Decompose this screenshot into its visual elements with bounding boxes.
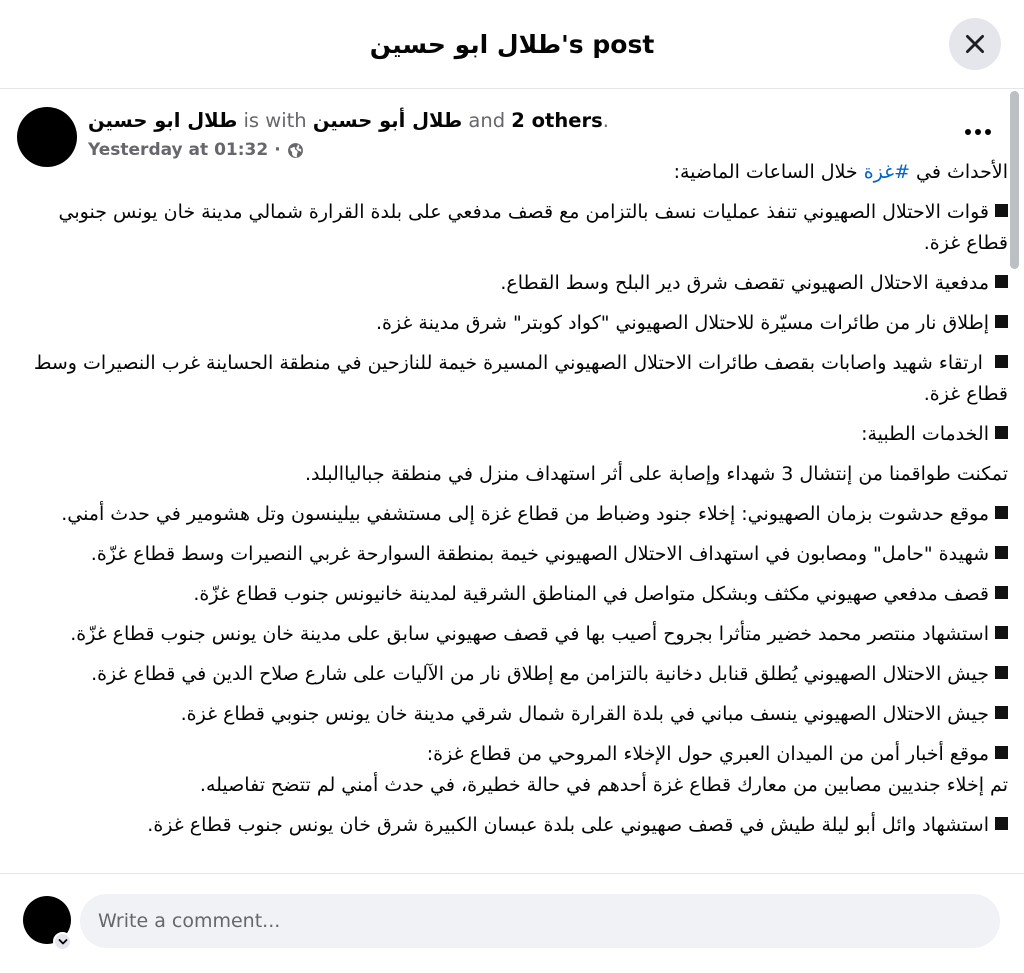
post-item: قوات الاحتلال الصهيوني تنفذ عمليات نسف بالتزامن مع قصف مدفعي على بلدة القرارة شمالي مدينة خان يونس جنوبي قطاع غزة. (58, 201, 1008, 254)
post-item: موقع حدشوت بزمان الصهيوني: إخلاء جنود وضباط من قطاع غزة إلى مستشفي بيلينسون وتل هشومير في حدث أمني. (20, 499, 1008, 530)
comment-input[interactable] (80, 894, 1000, 948)
with-text: is with (243, 109, 307, 132)
bullet-square-icon (995, 666, 1008, 679)
bullet-square-icon (995, 506, 1008, 519)
dialog-title: طلال ابو حسين's post (369, 30, 655, 59)
post-item: شهيدة "حامل" ومصابون في استهداف الاحتلال الصهيوني خيمة بمنطقة السوارحة غربي النصيرات وسط قطاع غزّة. (20, 539, 1008, 570)
post-item: موقع أخبار أمن من الميدان العبري حول الإخلاء المروحي من قطاع غزة: تم إخلاء جنديين مصابين من معارك قطاع غزة أحدهم في حالة خطيرة، في حدث أمني لم تتضح تفاصيله. (199, 743, 1008, 796)
avatar-switcher[interactable] (53, 932, 72, 951)
bullet-square-icon (995, 746, 1008, 759)
post-item: استشهاد منتصر محمد خضير متأثرا بجروح أصيب بها في قصف صهيوني سابق على مدينة خان يونس جنوب قطاع غزّة. (20, 619, 1008, 650)
bullet-square-icon (995, 626, 1008, 639)
scrollbar-thumb[interactable] (1010, 91, 1019, 269)
scrollbar[interactable] (1008, 89, 1020, 873)
post-plain-line: تمكنت طواقمنا من إنتشال 3 شهداء وإصابة على أثر استهداف منزل في منطقة جبالياالبلد. (304, 463, 1008, 485)
bullet-square-icon (995, 426, 1008, 439)
post-item: مدفعية الاحتلال الصهيوني تقصف شرق دير البلح وسط القطاع. (20, 268, 1008, 299)
post-item: جيش الاحتلال الصهيوني يُطلق قنابل دخانية بالتزامن مع إطلاق نار من الآليات على شارع صلاح الدين في قطاع غزة. (20, 659, 1008, 690)
more-dots-icon (964, 128, 992, 136)
bullet-square-icon (995, 315, 1008, 328)
bullet-square-icon (995, 355, 1008, 368)
chevron-down-icon (58, 938, 68, 946)
tagged-person[interactable]: طلال أبو حسين (312, 109, 463, 132)
meta-separator: · (274, 140, 281, 160)
and-text: and (468, 109, 506, 132)
post-scroll-area[interactable] (0, 89, 1024, 873)
post-item: قصف مدفعي صهيوني مكثف وبشكل متواصل في المناطق الشرقية لمدينة خانيونس جنوب قطاع غزّة. (20, 579, 1008, 610)
post-timestamp[interactable]: Yesterday at 01:32 (88, 140, 269, 160)
bullet-square-icon (995, 706, 1008, 719)
close-button[interactable] (949, 18, 1001, 70)
more-options-button[interactable] (958, 117, 998, 147)
bullet-square-icon (995, 817, 1008, 830)
bullet-square-icon (995, 204, 1008, 217)
author-name[interactable]: طلال ابو حسين (88, 109, 238, 132)
post-item: استشهاد وائل أبو ليلة طيش في قصف صهيوني على بلدة عبسان الكبيرة شرق خان يونس جنوب قطاع غزة. (20, 810, 1008, 841)
post-body (20, 157, 1008, 850)
post-item: إطلاق نار من طائرات مسيّرة للاحتلال الصهيوني "كواد كوبتر" شرق مدينة غزة. (20, 308, 1008, 339)
bullet-square-icon (995, 546, 1008, 559)
post-item: ارتقاء شهيد واصابات بقصف طائرات الاحتلال الصهيوني المسيرة خيمة للنازحين في منطقة الحساينة غرب النصيرات وسط قطاع غزة. (33, 352, 1008, 405)
dialog-header (0, 0, 1024, 89)
bullet-square-icon (995, 586, 1008, 599)
close-icon (962, 31, 988, 57)
post-intro: الأحداث في #غزة خلال الساعات الماضية: (673, 161, 1008, 183)
globe-icon (287, 142, 304, 159)
hashtag-link[interactable]: #غزة (863, 161, 910, 183)
bullet-square-icon (995, 275, 1008, 288)
period: . (602, 109, 609, 132)
post-item: الخدمات الطبية: (20, 419, 1008, 450)
post-author-line (88, 106, 609, 136)
others-link[interactable]: 2 others (511, 109, 603, 132)
post-item: جيش الاحتلال الصهيوني ينسف مباني في بلدة القرارة شمال شرقي مدينة خان يونس جنوبي قطاع غزة. (20, 699, 1008, 730)
comment-composer (0, 873, 1024, 973)
